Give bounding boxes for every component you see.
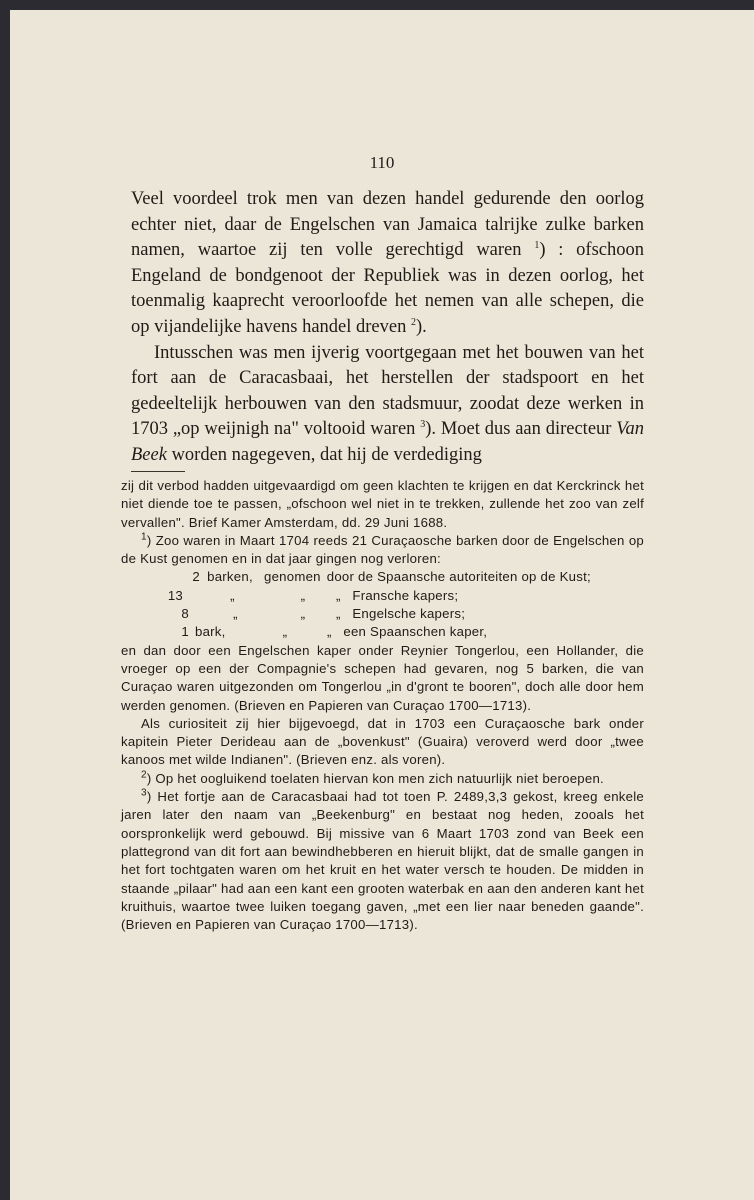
footnote-ref-2: 2	[410, 316, 416, 328]
table-row: 13 „ „ „ Fransche kapers;	[167, 587, 459, 603]
footnote-3: $^3$) Het fortje aan de Caracasbaai had tot toen P. 2489,3,3 gekost, kreeg enkele jaren later den naam van „Beekenburg" en bestaat nog heden, zooals het oorspronkelijk werd gebouwd. Bij missive van 6 Maart 1703 zond van Beek een plattegrond van dit fort aan bewindhebberen en hieruit blijkt, dat de smalle gangen in het fort tochtgaten waren om het kruit en het water versch te houden. De midden in staande „pilaar" had aan een kant een grooten waterbak en aan den anderen kant het kruithuis, waartoe twee luiken toegang gaven, „met een lier naar beneden gaande". (Brieven en Papieren van Curaçao 1700—1713).	[121, 787, 644, 933]
footnote-ref-1: 1	[534, 240, 540, 252]
footnote-ref-3: 3	[420, 419, 426, 431]
main-text	[131, 187, 644, 469]
footnote-1-extra: Als curiositeit zij hier bijgevoegd, dat in 1703 een Curaçaosche bark onder kapitein Pieter Derideau aan de „bovenkust" (Guaira) veroverd werd door „twee kanoos met wilde Indianen". (Brieven enz. als voren).	[121, 715, 644, 768]
book-page	[10, 10, 754, 1200]
footnotes	[121, 477, 644, 934]
paragraph-1: Veel voordeel trok men van dezen handel gedurende den oorlog echter niet, daar de Engelschen van Jamaica talrijke zulke barken namen, waartoe zij ten volle gerechtigd waren $^1$) : ofschoon Engeland de bondgenoot der Republiek was in dezen oorlog, het toenmalig kaaprecht veroorloofde het nemen van alle schepen, die op vijandelijke havens handel dreven $^2$).	[131, 189, 644, 337]
footnote-1-continued: en dan door een Engelschen kaper onder Reynier Tongerlou, een Hollander, die vroeger op een der Compagnie's schepen had gevaren, nog 5 barken, die van Curaçao waren uitgezonden om Tongerlou „in d'gront te booren", doch alle door hem werden genomen. (Brieven en Papieren van Curaçao 1700—1713).	[121, 642, 644, 713]
footnote-2: $^2$) Op het oogluikend toelaten hiervan kon men zich natuurlijk niet beroepen.	[141, 769, 604, 786]
table-row: 2 barken, genomen door de Spaansche autoriteiten op de Kust;	[192, 569, 591, 585]
losses-table	[121, 568, 644, 641]
paragraph-2: Intusschen was men ijverig voortgegaan met het bouwen van het fort aan de Caracasbaai, het herstellen der stadspoort en het gedeeltelijk herbouwen van den stadsmuur, zoodat deze werken in 1703 „op weijnigh na" voltooid waren $^3$). Moet dus aan directeur Van Beek worden nagegeven, dat hij de verdediging	[131, 342, 645, 465]
page-number: 110	[369, 153, 395, 172]
table-row: 1 bark, „ „ een Spaanschen kaper,	[181, 624, 488, 640]
footnote-divider	[131, 471, 185, 472]
table-row: 8 „ „ „ Engelsche kapers;	[181, 606, 466, 622]
footnote-continuation: zij dit verbod hadden uitgevaardigd om geen klachten te krijgen en dat Kerckrinck het niet diende toe te passen, „ofschoon wel niet in te trekken, zullende het zoo van zelf vervallen". Brief Kamer Amsterdam, dd. 29 Juni 1688.	[121, 478, 644, 530]
footnote-1: $^1$) Zoo waren in Maart 1704 reeds 21 Curaçaosche barken door de Engelschen op de Kust genomen en in dat jaar gingen nog verloren:	[121, 531, 644, 567]
person-name: Van Beek	[131, 419, 645, 465]
